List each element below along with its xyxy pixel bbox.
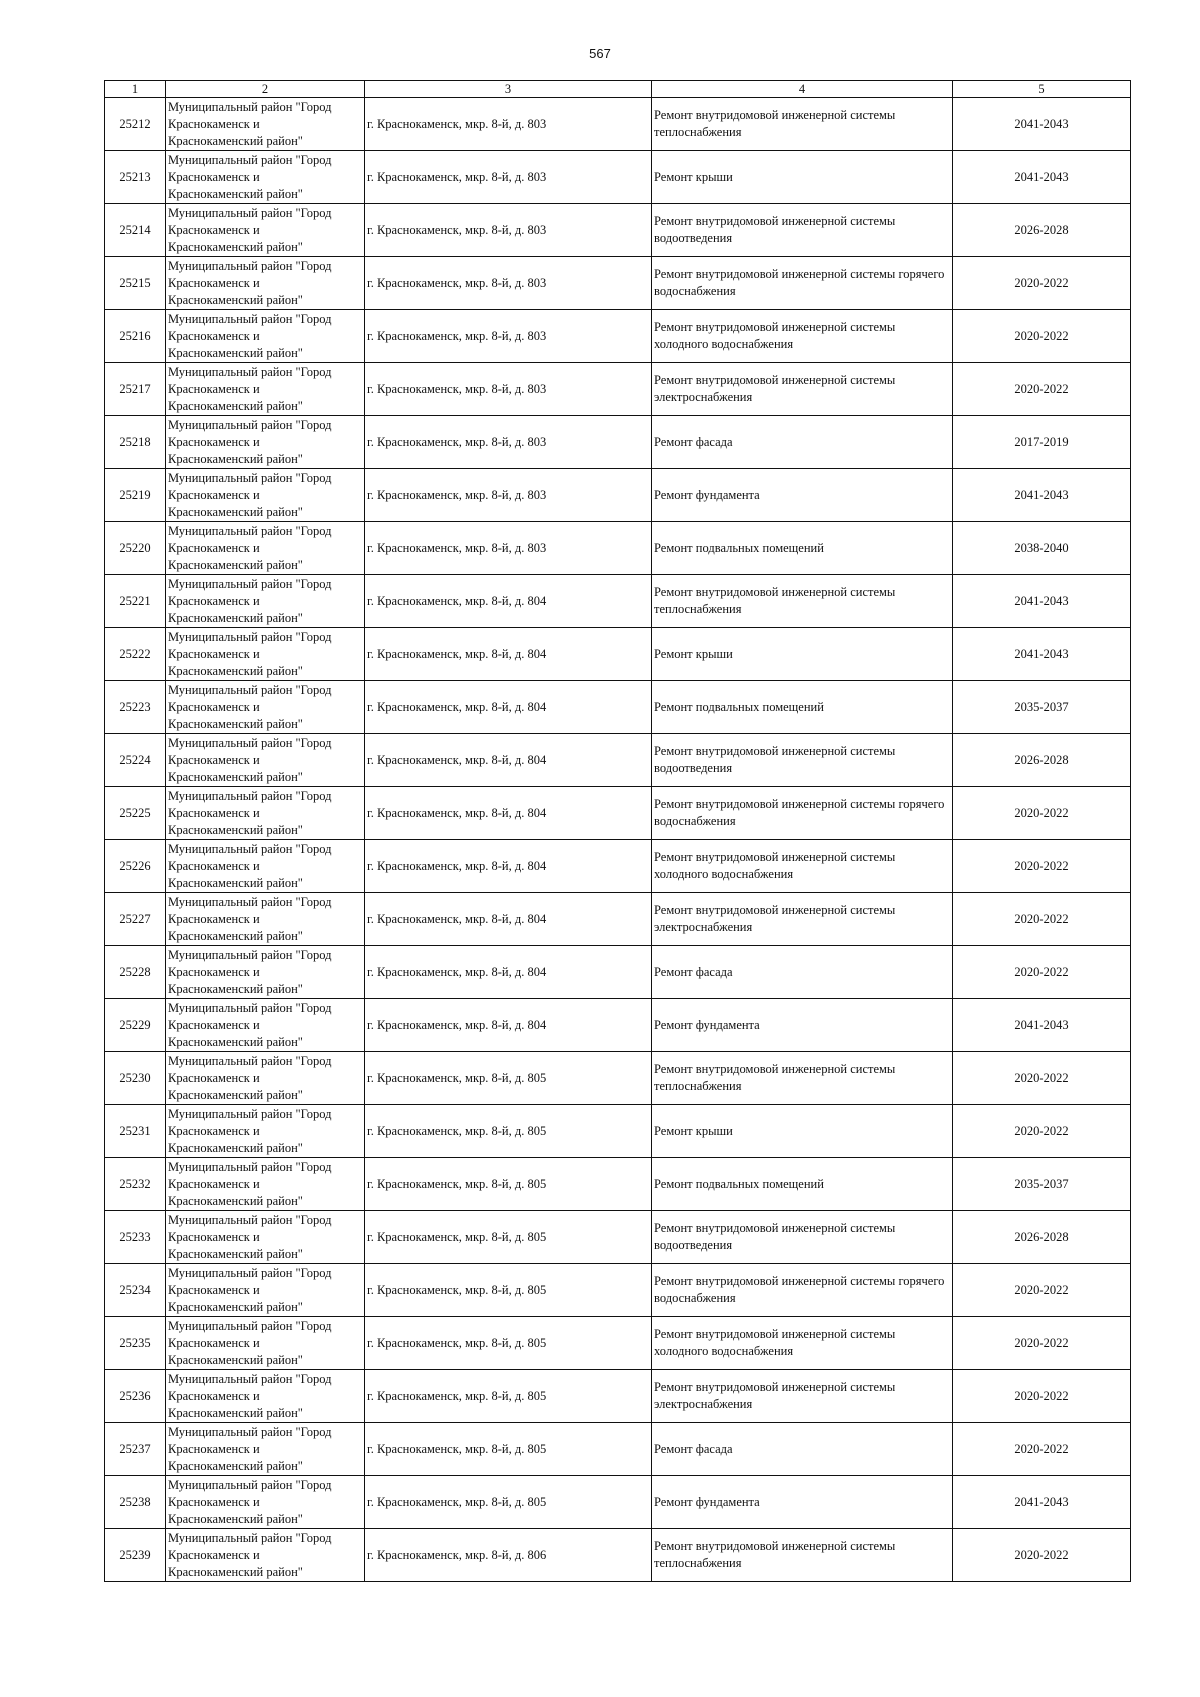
table-header: [105, 81, 1131, 98]
table-row: [105, 575, 1131, 628]
address-cell: г. Краснокаменск, мкр. 8-й, д. 805: [365, 1370, 652, 1423]
period-cell: 2035-2037: [953, 1158, 1131, 1211]
municipality-line: Краснокаменск и: [168, 911, 260, 926]
municipality-line: Краснокаменск и: [168, 1017, 260, 1032]
municipality-cell: [166, 416, 365, 469]
row-number-cell: 25238: [105, 1476, 166, 1529]
municipality-line: Краснокаменский район": [168, 133, 303, 148]
address-cell: г. Краснокаменск, мкр. 8-й, д. 805: [365, 1423, 652, 1476]
period-cell: 2020-2022: [953, 840, 1131, 893]
period-cell: 2020-2022: [953, 1370, 1131, 1423]
municipality-line: Краснокаменский район": [168, 1458, 303, 1473]
municipality-line: Краснокаменск и: [168, 699, 260, 714]
address-cell: г. Краснокаменск, мкр. 8-й, д. 805: [365, 1105, 652, 1158]
municipality-line: Краснокаменский район": [168, 1352, 303, 1367]
table-row: [105, 522, 1131, 575]
period-cell: 2041-2043: [953, 628, 1131, 681]
work-type-cell: Ремонт фундамента: [652, 469, 953, 522]
municipality-line: Муниципальный район "Город: [168, 99, 332, 114]
municipality-line: Муниципальный район "Город: [168, 1477, 332, 1492]
table-row: [105, 946, 1131, 999]
municipality-cell: [166, 1476, 365, 1529]
period-cell: 2020-2022: [953, 1052, 1131, 1105]
work-type-cell: Ремонт внутридомовой инженерной системы холодного водоснабжения: [652, 840, 953, 893]
municipality-line: Краснокаменский район": [168, 981, 303, 996]
municipality-cell: [166, 1370, 365, 1423]
address-cell: г. Краснокаменск, мкр. 8-й, д. 804: [365, 840, 652, 893]
table-row: [105, 98, 1131, 151]
table-row: [105, 204, 1131, 257]
municipality-line: Муниципальный район "Город: [168, 735, 332, 750]
address-cell: г. Краснокаменск, мкр. 8-й, д. 803: [365, 363, 652, 416]
municipality-line: Краснокаменский район": [168, 557, 303, 572]
municipality-line: Муниципальный район "Город: [168, 788, 332, 803]
municipality-line: Краснокаменск и: [168, 1123, 260, 1138]
municipality-line: Муниципальный район "Город: [168, 1318, 332, 1333]
work-type-cell: Ремонт внутридомовой инженерной системы горячего водоснабжения: [652, 257, 953, 310]
period-cell: 2020-2022: [953, 893, 1131, 946]
work-type-cell: Ремонт внутридомовой инженерной системы горячего водоснабжения: [652, 787, 953, 840]
municipality-line: Краснокаменск и: [168, 1176, 260, 1191]
municipality-cell: [166, 1423, 365, 1476]
municipality-cell: [166, 787, 365, 840]
work-type-cell: Ремонт внутридомовой инженерной системы водоотведения: [652, 734, 953, 787]
table-row: [105, 1158, 1131, 1211]
municipality-line: Краснокаменский район": [168, 1140, 303, 1155]
row-number-cell: 25230: [105, 1052, 166, 1105]
municipality-line: Краснокаменск и: [168, 1335, 260, 1350]
municipality-cell: [166, 946, 365, 999]
work-type-cell: Ремонт крыши: [652, 151, 953, 204]
municipality-line: Краснокаменск и: [168, 434, 260, 449]
municipality-cell: [166, 1264, 365, 1317]
municipality-line: Муниципальный район "Город: [168, 1159, 332, 1174]
address-cell: г. Краснокаменск, мкр. 8-й, д. 806: [365, 1529, 652, 1582]
municipality-line: Муниципальный район "Город: [168, 1424, 332, 1439]
table-row: [105, 257, 1131, 310]
work-type-cell: Ремонт фасада: [652, 946, 953, 999]
period-cell: 2041-2043: [953, 98, 1131, 151]
municipality-cell: [166, 469, 365, 522]
municipality-cell: [166, 151, 365, 204]
row-number-cell: 25224: [105, 734, 166, 787]
table-row: [105, 734, 1131, 787]
municipality-line: Краснокаменск и: [168, 275, 260, 290]
period-cell: 2020-2022: [953, 1105, 1131, 1158]
municipality-cell: [166, 893, 365, 946]
work-type-cell: Ремонт внутридомовой инженерной системы теплоснабжения: [652, 98, 953, 151]
period-cell: 2020-2022: [953, 946, 1131, 999]
period-cell: 2038-2040: [953, 522, 1131, 575]
municipality-line: Муниципальный район "Город: [168, 947, 332, 962]
table-row: [105, 1211, 1131, 1264]
municipality-line: Краснокаменск и: [168, 593, 260, 608]
period-cell: 2020-2022: [953, 363, 1131, 416]
period-cell: 2020-2022: [953, 787, 1131, 840]
work-type-cell: Ремонт внутридомовой инженерной системы водоотведения: [652, 204, 953, 257]
municipality-line: Краснокаменский район": [168, 292, 303, 307]
municipality-line: Муниципальный район "Город: [168, 894, 332, 909]
municipality-line: Муниципальный район "Город: [168, 576, 332, 591]
municipality-cell: [166, 1052, 365, 1105]
municipality-line: Краснокаменский район": [168, 822, 303, 837]
municipality-line: Муниципальный район "Город: [168, 523, 332, 538]
period-cell: 2041-2043: [953, 151, 1131, 204]
work-type-cell: Ремонт внутридомовой инженерной системы теплоснабжения: [652, 1529, 953, 1582]
period-cell: 2026-2028: [953, 1211, 1131, 1264]
municipality-line: Муниципальный район "Город: [168, 682, 332, 697]
municipality-cell: [166, 628, 365, 681]
table-row: [105, 151, 1131, 204]
work-type-cell: Ремонт внутридомовой инженерной системы водоотведения: [652, 1211, 953, 1264]
work-type-cell: Ремонт крыши: [652, 628, 953, 681]
row-number-cell: 25212: [105, 98, 166, 151]
row-number-cell: 25231: [105, 1105, 166, 1158]
municipality-line: Краснокаменский район": [168, 663, 303, 678]
row-number-cell: 25239: [105, 1529, 166, 1582]
municipality-line: Краснокаменск и: [168, 752, 260, 767]
municipality-cell: [166, 363, 365, 416]
address-cell: г. Краснокаменск, мкр. 8-й, д. 804: [365, 575, 652, 628]
row-number-cell: 25220: [105, 522, 166, 575]
table-row: [105, 310, 1131, 363]
address-cell: г. Краснокаменск, мкр. 8-й, д. 804: [365, 787, 652, 840]
municipality-line: Краснокаменск и: [168, 169, 260, 184]
work-type-cell: Ремонт внутридомовой инженерной системы электроснабжения: [652, 893, 953, 946]
header-col-3: 3: [365, 81, 652, 98]
municipality-cell: [166, 310, 365, 363]
table-row: [105, 1370, 1131, 1423]
row-number-cell: 25236: [105, 1370, 166, 1423]
address-cell: г. Краснокаменск, мкр. 8-й, д. 803: [365, 416, 652, 469]
municipality-line: Муниципальный район "Город: [168, 258, 332, 273]
municipality-cell: [166, 98, 365, 151]
municipality-line: Краснокаменск и: [168, 646, 260, 661]
work-type-cell: Ремонт внутридомовой инженерной системы теплоснабжения: [652, 1052, 953, 1105]
municipality-cell: [166, 575, 365, 628]
row-number-cell: 25217: [105, 363, 166, 416]
municipality-cell: [166, 522, 365, 575]
address-cell: г. Краснокаменск, мкр. 8-й, д. 805: [365, 1264, 652, 1317]
table-row: [105, 1476, 1131, 1529]
row-number-cell: 25234: [105, 1264, 166, 1317]
municipality-line: Краснокаменск и: [168, 1494, 260, 1509]
municipality-line: Муниципальный район "Город: [168, 629, 332, 644]
municipality-line: Муниципальный район "Город: [168, 1371, 332, 1386]
period-cell: 2020-2022: [953, 1264, 1131, 1317]
table-row: [105, 1264, 1131, 1317]
municipality-cell: [166, 1317, 365, 1370]
municipality-line: Краснокаменский район": [168, 875, 303, 890]
row-number-cell: 25218: [105, 416, 166, 469]
table-row: [105, 999, 1131, 1052]
address-cell: г. Краснокаменск, мкр. 8-й, д. 803: [365, 310, 652, 363]
municipality-cell: [166, 1105, 365, 1158]
address-cell: г. Краснокаменск, мкр. 8-й, д. 804: [365, 893, 652, 946]
municipality-line: Краснокаменский район": [168, 1405, 303, 1420]
municipality-line: Краснокаменский район": [168, 1193, 303, 1208]
row-number-cell: 25216: [105, 310, 166, 363]
address-cell: г. Краснокаменск, мкр. 8-й, д. 805: [365, 1317, 652, 1370]
municipality-line: Муниципальный район "Город: [168, 205, 332, 220]
work-type-cell: Ремонт внутридомовой инженерной системы горячего водоснабжения: [652, 1264, 953, 1317]
address-cell: г. Краснокаменск, мкр. 8-й, д. 805: [365, 1476, 652, 1529]
period-cell: 2026-2028: [953, 734, 1131, 787]
municipality-line: Муниципальный район "Город: [168, 1106, 332, 1121]
row-number-cell: 25213: [105, 151, 166, 204]
municipality-line: Муниципальный район "Город: [168, 152, 332, 167]
address-cell: г. Краснокаменск, мкр. 8-й, д. 803: [365, 98, 652, 151]
period-cell: 2041-2043: [953, 575, 1131, 628]
municipality-line: Краснокаменский район": [168, 1034, 303, 1049]
row-number-cell: 25235: [105, 1317, 166, 1370]
period-cell: 2020-2022: [953, 310, 1131, 363]
work-type-cell: Ремонт подвальных помещений: [652, 681, 953, 734]
row-number-cell: 25214: [105, 204, 166, 257]
municipality-line: Краснокаменск и: [168, 328, 260, 343]
address-cell: г. Краснокаменск, мкр. 8-й, д. 803: [365, 204, 652, 257]
table-row: [105, 1105, 1131, 1158]
row-number-cell: 25228: [105, 946, 166, 999]
row-number-cell: 25223: [105, 681, 166, 734]
row-number-cell: 25229: [105, 999, 166, 1052]
address-cell: г. Краснокаменск, мкр. 8-й, д. 804: [365, 999, 652, 1052]
table-row: [105, 1423, 1131, 1476]
work-type-cell: Ремонт крыши: [652, 1105, 953, 1158]
row-number-cell: 25237: [105, 1423, 166, 1476]
address-cell: г. Краснокаменск, мкр. 8-й, д. 805: [365, 1211, 652, 1264]
municipality-line: Муниципальный район "Город: [168, 1530, 332, 1545]
municipality-line: Краснокаменский район": [168, 1246, 303, 1261]
period-cell: 2041-2043: [953, 1476, 1131, 1529]
municipality-cell: [166, 257, 365, 310]
municipality-cell: [166, 204, 365, 257]
address-cell: г. Краснокаменск, мкр. 8-й, д. 803: [365, 257, 652, 310]
municipality-line: Краснокаменский район": [168, 1087, 303, 1102]
municipality-cell: [166, 999, 365, 1052]
municipality-line: Краснокаменский район": [168, 1511, 303, 1526]
municipality-line: Муниципальный район "Город: [168, 1053, 332, 1068]
work-type-cell: Ремонт фасада: [652, 416, 953, 469]
municipality-cell: [166, 1529, 365, 1582]
period-cell: 2020-2022: [953, 1423, 1131, 1476]
address-cell: г. Краснокаменск, мкр. 8-й, д. 804: [365, 628, 652, 681]
address-cell: г. Краснокаменск, мкр. 8-й, д. 804: [365, 946, 652, 999]
municipality-line: Краснокаменск и: [168, 1229, 260, 1244]
municipality-line: Муниципальный район "Город: [168, 841, 332, 856]
municipality-line: Краснокаменск и: [168, 487, 260, 502]
work-type-cell: Ремонт внутридомовой инженерной системы электроснабжения: [652, 1370, 953, 1423]
municipality-line: Краснокаменск и: [168, 1388, 260, 1403]
address-cell: г. Краснокаменск, мкр. 8-й, д. 804: [365, 681, 652, 734]
municipality-line: Муниципальный район "Город: [168, 364, 332, 379]
work-type-cell: Ремонт внутридомовой инженерной системы холодного водоснабжения: [652, 310, 953, 363]
municipality-cell: [166, 1211, 365, 1264]
row-number-cell: 25232: [105, 1158, 166, 1211]
page-number: 567: [589, 46, 611, 61]
municipality-line: Краснокаменский район": [168, 928, 303, 943]
period-cell: 2041-2043: [953, 469, 1131, 522]
period-cell: 2017-2019: [953, 416, 1131, 469]
repair-schedule-table: [104, 80, 1131, 1582]
municipality-line: Краснокаменский район": [168, 716, 303, 731]
address-cell: г. Краснокаменск, мкр. 8-й, д. 805: [365, 1158, 652, 1211]
work-type-cell: Ремонт фундамента: [652, 1476, 953, 1529]
municipality-line: Краснокаменск и: [168, 1282, 260, 1297]
address-cell: г. Краснокаменск, мкр. 8-й, д. 805: [365, 1052, 652, 1105]
municipality-line: Краснокаменск и: [168, 540, 260, 555]
row-number-cell: 25227: [105, 893, 166, 946]
address-cell: г. Краснокаменск, мкр. 8-й, д. 803: [365, 522, 652, 575]
municipality-line: Краснокаменский район": [168, 239, 303, 254]
row-number-cell: 25226: [105, 840, 166, 893]
header-col-4: 4: [652, 81, 953, 98]
table-row: [105, 893, 1131, 946]
municipality-cell: [166, 681, 365, 734]
period-cell: 2035-2037: [953, 681, 1131, 734]
municipality-line: Краснокаменск и: [168, 381, 260, 396]
table-row: [105, 363, 1131, 416]
address-cell: г. Краснокаменск, мкр. 8-й, д. 803: [365, 469, 652, 522]
municipality-line: Краснокаменский район": [168, 769, 303, 784]
period-cell: 2020-2022: [953, 257, 1131, 310]
municipality-line: Краснокаменский район": [168, 451, 303, 466]
municipality-line: Краснокаменск и: [168, 116, 260, 131]
municipality-line: Муниципальный район "Город: [168, 1000, 332, 1015]
municipality-line: Краснокаменский район": [168, 345, 303, 360]
municipality-cell: [166, 1158, 365, 1211]
header-col-5: 5: [953, 81, 1131, 98]
row-number-cell: 25222: [105, 628, 166, 681]
table-row: [105, 1052, 1131, 1105]
work-type-cell: Ремонт подвальных помещений: [652, 1158, 953, 1211]
period-cell: 2041-2043: [953, 999, 1131, 1052]
municipality-line: Муниципальный район "Город: [168, 311, 332, 326]
table-body: [105, 98, 1131, 1582]
period-cell: 2020-2022: [953, 1529, 1131, 1582]
municipality-line: Муниципальный район "Город: [168, 1265, 332, 1280]
table-row: [105, 681, 1131, 734]
table-row: [105, 840, 1131, 893]
municipality-line: Муниципальный район "Город: [168, 470, 332, 485]
municipality-cell: [166, 840, 365, 893]
municipality-line: Краснокаменский район": [168, 186, 303, 201]
work-type-cell: Ремонт фундамента: [652, 999, 953, 1052]
municipality-line: Краснокаменск и: [168, 222, 260, 237]
table-row: [105, 1317, 1131, 1370]
municipality-line: Муниципальный район "Город: [168, 417, 332, 432]
header-col-1: 1: [105, 81, 166, 98]
row-number-cell: 25219: [105, 469, 166, 522]
work-type-cell: Ремонт фасада: [652, 1423, 953, 1476]
municipality-line: Краснокаменск и: [168, 964, 260, 979]
address-cell: г. Краснокаменск, мкр. 8-й, д. 804: [365, 734, 652, 787]
municipality-line: Краснокаменск и: [168, 1441, 260, 1456]
header-row: [105, 81, 1131, 98]
municipality-line: Краснокаменск и: [168, 1070, 260, 1085]
row-number-cell: 25221: [105, 575, 166, 628]
municipality-line: Краснокаменск и: [168, 858, 260, 873]
header-col-2: 2: [166, 81, 365, 98]
municipality-line: Краснокаменск и: [168, 805, 260, 820]
municipality-line: Краснокаменский район": [168, 504, 303, 519]
row-number-cell: 25233: [105, 1211, 166, 1264]
table-row: [105, 469, 1131, 522]
period-cell: 2020-2022: [953, 1317, 1131, 1370]
work-type-cell: Ремонт внутридомовой инженерной системы электроснабжения: [652, 363, 953, 416]
municipality-cell: [166, 734, 365, 787]
row-number-cell: 25225: [105, 787, 166, 840]
row-number-cell: 25215: [105, 257, 166, 310]
municipality-line: Краснокаменский район": [168, 1564, 303, 1579]
municipality-line: Краснокаменский район": [168, 1299, 303, 1314]
municipality-line: Краснокаменский район": [168, 610, 303, 625]
municipality-line: Муниципальный район "Город: [168, 1212, 332, 1227]
table-row: [105, 787, 1131, 840]
table-row: [105, 1529, 1131, 1582]
table-row: [105, 416, 1131, 469]
work-type-cell: Ремонт внутридомовой инженерной системы теплоснабжения: [652, 575, 953, 628]
municipality-line: Краснокаменский район": [168, 398, 303, 413]
work-type-cell: Ремонт внутридомовой инженерной системы холодного водоснабжения: [652, 1317, 953, 1370]
work-type-cell: Ремонт подвальных помещений: [652, 522, 953, 575]
address-cell: г. Краснокаменск, мкр. 8-й, д. 803: [365, 151, 652, 204]
municipality-line: Краснокаменск и: [168, 1547, 260, 1562]
period-cell: 2026-2028: [953, 204, 1131, 257]
table-row: [105, 628, 1131, 681]
